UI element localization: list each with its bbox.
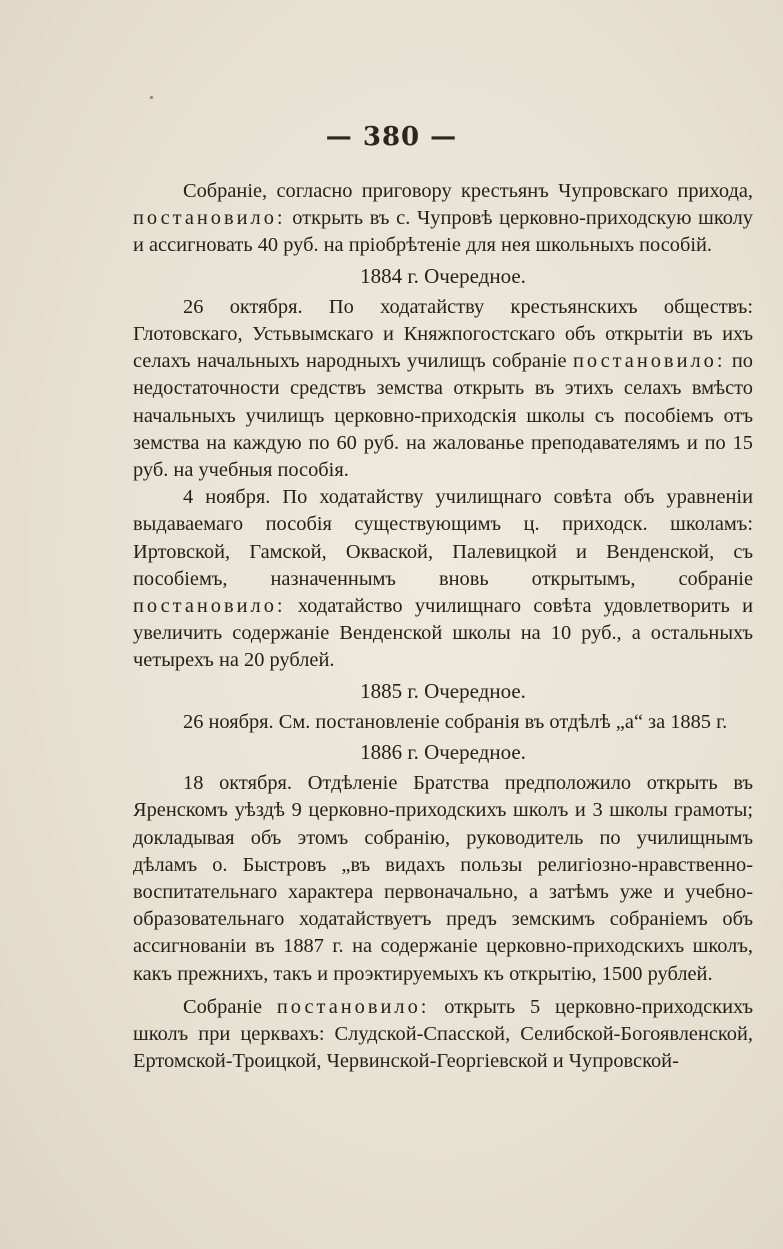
paragraph: 26 ноября. См. постановленіе собранія въ отдѣлѣ „а“ за 1885 г.: [183, 710, 728, 733]
paragraph: Собраніе постановило: открыть 5 церковно-приходскихъ школъ при церквахъ: Слудской-Спасской, Селибской-Богоявленской, Ертомской-Троицкой, Червинской-Георгіевской и Чупровской-: [133, 995, 753, 1073]
section-heading-1886: 1886 г. Очередное.: [360, 740, 526, 765]
body-text: [133, 178, 753, 1076]
ink-speck: [150, 96, 153, 99]
page-number: — 380 —: [325, 122, 458, 152]
paragraph: 18 октября. Отдѣленіе Братства предположило открыть въ Яренскомъ уѣздѣ 9 церковно-приходскихъ школъ и 3 школы грамоты; докладывая объ этомъ собранію, руководитель по училищнымъ дѣламъ о. Быстровъ „въ видахъ пользы религіозно-нравственно-воспитательнаго характера первоначально, а затѣмъ уже и учебно-образовательнаго ходатайствуетъ предъ земскимъ собраніемъ объ ассигнованіи въ 1887 г. на содержаніе церковно-приходскихъ школъ, какъ прежнихъ, такъ и проэктируемыхъ къ открытію, 1500 рублей.: [133, 772, 753, 985]
paragraph: Собраніе, согласно приговору крестьянъ Чупровскаго прихода, постановило: открыть въ с. Чупровѣ церковно-приходскую школу и ассигновать 40 руб. на пріобрѣтеніе для нея школьныхъ пособій.: [133, 180, 753, 257]
paragraph: 4 ноября. По ходатайству училищнаго совѣта объ уравненіи выдаваемаго пособія существующимъ ц. приходск. школамъ: Иртовской, Гамской, Окваской, Палевицкой и Венденской, съ пособіемъ, назначеннымъ вновь открытымъ, собраніе постановило: ходатайство училищнаго совѣта удовлетворить и увеличить содержаніе Венденской школы на 10 руб., а остальныхъ четырехъ на 20 рублей.: [133, 486, 753, 672]
paragraph: 26 октября. По ходатайству крестьянскихъ обществъ: Глотовскаго, Устьвымскаго и Княжпогостскаго объ открытіи въ ихъ селахъ начальныхъ народныхъ училищъ собраніе постановило: по недостаточности средствъ земства открыть въ этихъ селахъ вмѣсто начальныхъ училищъ церковно-приходскія школы съ пособіемъ отъ земства на каждую по 60 руб. на жалованье преподавателямъ и по 15 руб. на учебныя пособія.: [133, 295, 753, 482]
section-heading-1884: 1884 г. Очередное.: [360, 263, 526, 288]
section-heading-1885: 1885 г. Очередное.: [360, 678, 526, 703]
